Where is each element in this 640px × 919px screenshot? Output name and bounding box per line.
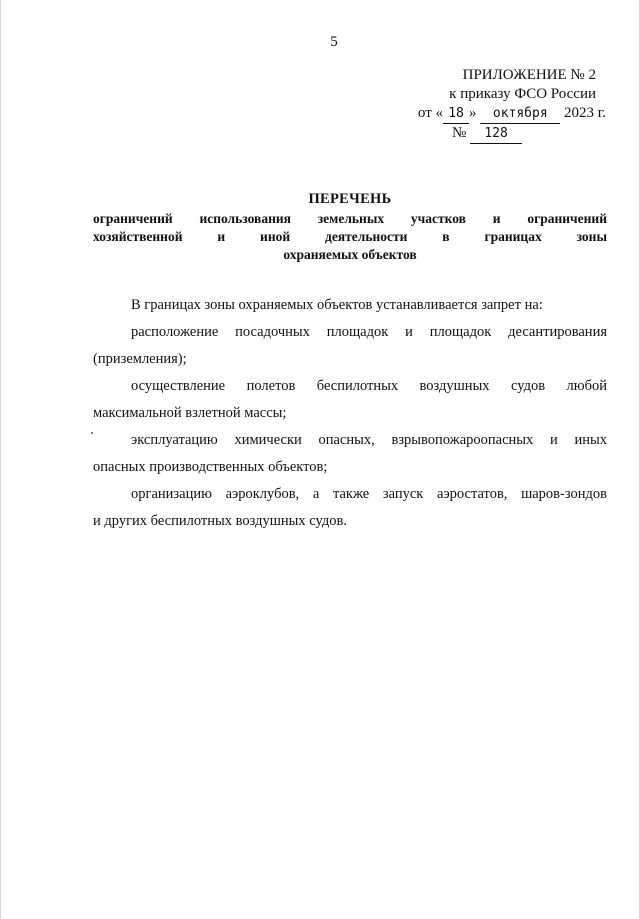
heading-line-2: хозяйственной и иной деятельности в границах зоны [93,229,607,244]
page-number: 5 [330,34,338,50]
appendix-number-line [386,124,606,144]
list-item [93,319,607,373]
item-continuation: опасных производственных объектов; [93,459,328,475]
list-item [93,373,607,427]
scan-speck [91,432,93,434]
heading-title: ПЕРЕЧЕНЬ [308,191,392,207]
intro-text: В границах зоны охраняемых объектов устанавливается запрет на: [131,297,543,313]
appendix-title: ПРИЛОЖЕНИЕ № 2 [462,67,596,83]
item-first-line: организацию аэроклубов, а также запуск аэростатов, шаров-зондов [131,486,607,502]
list-item [93,427,607,481]
appendix-order-ref: к приказу ФСО России [449,86,596,102]
document-heading [93,190,607,264]
date-prefix: от « [417,105,444,121]
intro-paragraph [93,292,607,319]
date-mid: » [469,105,477,121]
date-day: 18 [443,104,469,124]
item-continuation: и других беспилотных воздушных судов. [93,513,347,529]
number-prefix: № [452,125,467,141]
item-first-line: расположение посадочных площадок и площадок десантирования [131,324,607,340]
date-month: октября [480,104,560,124]
item-continuation: максимальной взлетной массы; [93,405,287,421]
heading-line-3: охраняемых объектов [283,247,417,262]
list-item [93,481,607,535]
document-body [93,292,607,535]
appendix-block [386,66,606,144]
heading-line-1: ограничений использования земельных участков и ограничений [93,211,607,226]
order-number: 128 [470,124,522,144]
appendix-date-line [386,104,606,124]
item-first-line: эксплуатацию химически опасных, взрывопожароопасных и иных [131,432,607,448]
date-year: 2023 г. [564,105,606,121]
item-continuation: (приземления); [93,351,187,367]
item-first-line: осуществление полетов беспилотных воздушных судов любой [131,378,607,394]
